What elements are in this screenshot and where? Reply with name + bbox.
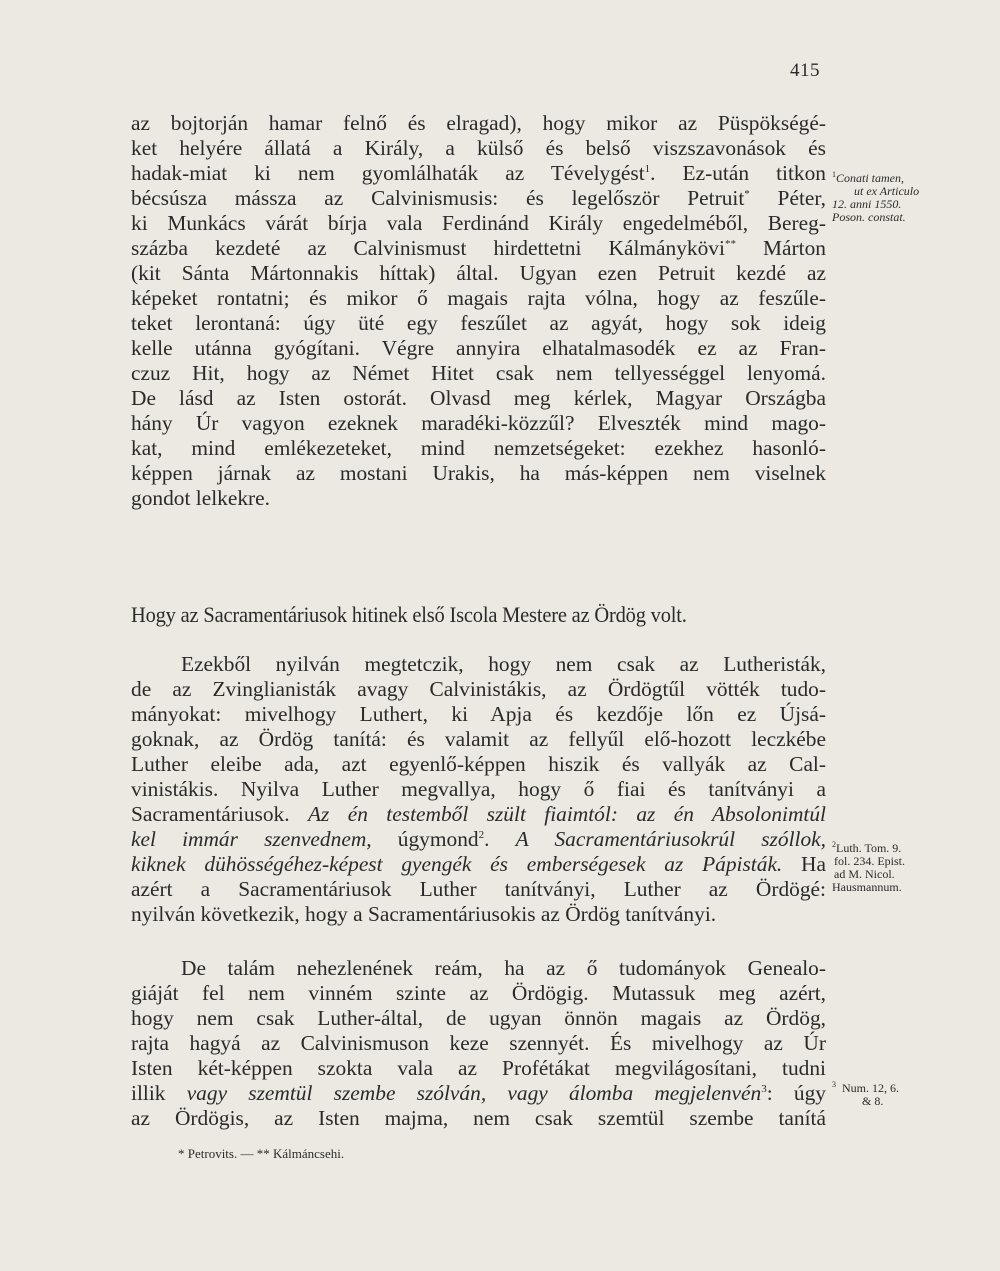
footnote-mark: 1 (832, 170, 836, 179)
text-line: De lásd az Isten ostorát. Olvasd meg kérlek, Magyar Országba (131, 386, 826, 410)
text-line: képpen járnak az mostani Urakis, ha más-képpen nem viselnek (131, 461, 826, 485)
text-line: rajta hagyá az Calvinismuson keze szennyét. És mivelhogy az Úr (131, 1031, 826, 1055)
text-line: gondot lelkekre. (131, 486, 270, 510)
text-line: (kit Sánta Mártonnakis híttak) által. Ugyan ezen Petruit kezdé az (131, 261, 826, 285)
text-line: mányokat: mivelhogy Luthert, ki Apja és kezdője lőn ez Újsá- (131, 702, 826, 726)
footnote-mark: 2 (478, 829, 485, 841)
text-line: kel immár szenvednem, úgymond$^2$. A Sacramentáriusokrúl szóllok, (131, 827, 826, 851)
text-line: az Ördögis, az Isten majma, nem csak szemtül szembe tanítá (131, 1106, 826, 1130)
text-line: hadak-miat ki nem gyomlálhaták az Tévelygést$^1$. Ez-után titkon (131, 161, 826, 185)
footnote-mark: 1 (644, 163, 651, 175)
text-line: ket helyére állatá a Király, a külső és belső viszszavonások és (131, 136, 826, 160)
text-line: teket lerontaná: úgy üté egy feszűlet az agyát, hogy sok ideig (131, 311, 826, 335)
footnote-mark: ** (724, 238, 736, 250)
page-number: 415 (790, 60, 820, 81)
text-line: czuz Hit, hogy az Német Hitet csak nem tellyességgel lenyomá. (131, 361, 826, 385)
text-line: de az Zvinglianisták avagy Calvinistákis, az Ördögtűl vötték tudo- (131, 677, 826, 701)
margin-note-2: $^2$Luth. Tom. 9. fol. 234. Epist. ad M. Nicol. Hausmannum. (832, 840, 905, 894)
text-line: azért a Sacramentáriusok Luther tanítványi, Luther az Ördögé: (131, 877, 826, 901)
text-line: Luther eleibe ada, azt egyenlő-képpen hiszik és vallyák az Cal- (131, 752, 826, 776)
margin-note-1: $^1$Conati tamen, ut ex Articulo 12. anni 1550. Poson. constat. (832, 170, 920, 224)
text-line: hány Úr vagyon ezeknek maradéki-közzűl? Elveszték mind mago- (131, 411, 826, 435)
text-line: százba kezdeté az Calvinismust hirdettetni Kálmánykövi** Márton (131, 236, 826, 260)
text-line: vinistákis. Nyilva Luther megvallya, hogy ő fiai és tanítványi a (131, 777, 826, 801)
margin-note-3: $^3$ Num. 12, 6. & 8. (832, 1080, 899, 1108)
text-line: ki Munkács várát bírja vala Ferdinánd Király engedelméből, Bereg- (131, 211, 826, 235)
text-line: De talám nehezlenének reám, ha az ő tudományok Genealo- (181, 956, 826, 980)
footnote-mark: * (744, 188, 750, 200)
section-heading: Hogy az Sacramentáriusok hitinek első Iscola Mestere az Ördög volt. (131, 602, 687, 627)
footnote-mark: 2 (832, 840, 836, 849)
text-line: Ezekből nyilván megtetczik, hogy nem csak az Lutheristák, (181, 652, 826, 676)
text-line: az bojtorján hamar felnő és elragad), hogy mikor az Püspökségé- (131, 111, 826, 135)
footnote-mark: 3 (761, 1083, 767, 1095)
text-line: kiknek dühösségéhez-képest gyengék és emberségesek az Pápisták. Ha (131, 852, 826, 876)
text-line: Isten két-képpen szokta vala az Profétákat megvilágosítani, tudni (131, 1056, 826, 1080)
footnote: * Petrovits. — ** Kálmáncsehi. (178, 1146, 345, 1161)
text-line: hogy nem csak Luther-által, de ugyan önnön magais az Ördög, (131, 1006, 826, 1030)
text-line: illik vagy szemtül szembe szólván, vagy álomba megjelenvén$^3$: úgy (131, 1081, 826, 1105)
text-line: kelle utánna gyógítani. Végre annyira elhatalmasodék ez az Fran- (131, 336, 826, 360)
text-line: kat, mind emlékezeteket, mind nemzetségeket: ezekhez hasonló- (131, 436, 826, 460)
text-line: bécsúsza mássza az Calvinismusis: és legelőször Petruit* Péter, (131, 186, 826, 210)
text-line: képeket rontatni; és mikor ő magais rajta vólna, hogy az feszűle- (131, 286, 826, 310)
paragraph-3 (131, 956, 826, 1131)
paragraph-1 (131, 111, 826, 511)
text-line: nyilván következik, hogy a Sacramentáriusokis az Ördög tanítványi. (131, 902, 717, 926)
footnote-mark: 3 (832, 1080, 836, 1089)
text-line: Sacramentáriusok. Az én testemből szült fiaimtól: az én Absolonimtúl (131, 802, 826, 826)
paragraph-2 (131, 652, 826, 927)
text-line: giáját fel nem vinném szinte az Ördögig. Mutassuk meg azért, (131, 981, 826, 1005)
text-line: goknak, az Ördög tanítá: és valamit az fellyűl elő-hozott leczkébe (131, 727, 826, 751)
